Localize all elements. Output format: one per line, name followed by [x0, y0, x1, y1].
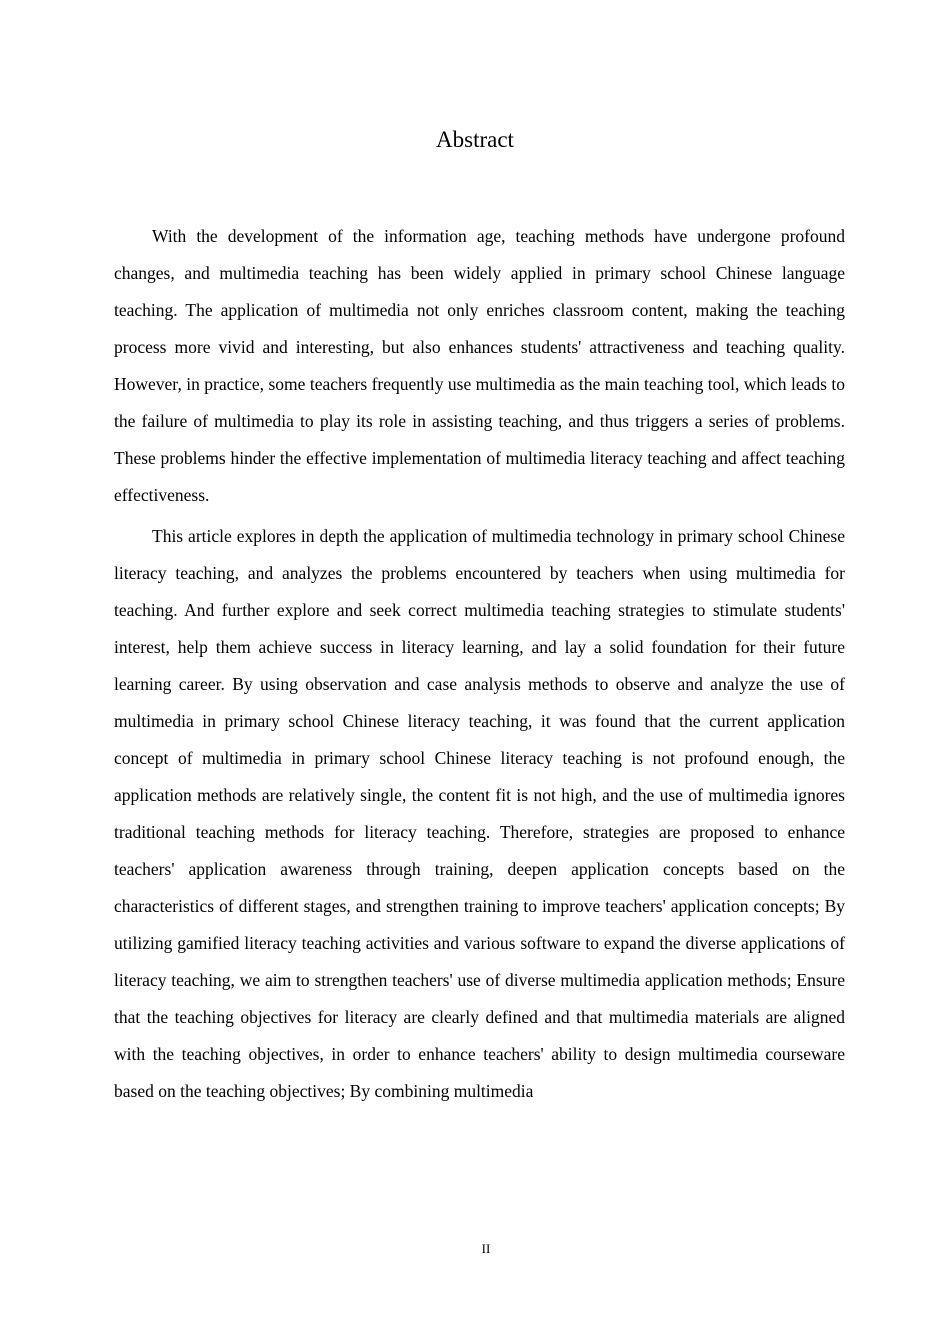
abstract-paragraph-1: With the development of the information age, teaching methods have undergone profound changes, and multimedia teaching has been widely applied in primary school Chinese language teaching. The application of multimedia not only enriches classroom content, making the teaching process more vivid and interesting, but also enhances students' attractiveness and teaching quality. However, in practice, some teachers frequently use multimedia as the main teaching tool, which leads to the failure of multimedia to play its role in assisting teaching, and thus triggers a series of problems. These problems hinder the effective implementation of multimedia literacy teaching and affect teaching effectiveness.	[114, 226, 845, 505]
abstract-paragraph-2: This article explores in depth the application of multimedia technology in primary school Chinese literacy teaching, and analyzes the problems encountered by teachers when using multimedia for teaching. And further explore and seek correct multimedia teaching strategies to stimulate students' interest, help them achieve success in literacy learning, and lay a solid foundation for their future learning career. By using observation and case analysis methods to observe and analyze the use of multimedia in primary school Chinese literacy teaching, it was found that the current application concept of multimedia in primary school Chinese literacy teaching is not profound enough, the application methods are relatively single, the content fit is not high, and the use of multimedia ignores traditional teaching methods for literacy teaching. Therefore, strategies are proposed to enhance teachers' application awareness through training, deepen application concepts based on the characteristics of different stages, and strengthen training to improve teachers' application concepts; By utilizing gamified literacy teaching activities and various software to expand the diverse applications of literacy teaching, we aim to strengthen teachers' use of diverse multimedia application methods; Ensure that the teaching objectives for literacy are clearly defined and that multimedia materials are aligned with the teaching objectives, in order to enhance teachers' ability to design multimedia courseware based on the teaching objectives; By combining multimedia	[114, 526, 845, 1101]
page-number: II	[481, 1241, 491, 1256]
page-title: Abstract	[436, 127, 514, 152]
abstract-body	[114, 218, 845, 1110]
